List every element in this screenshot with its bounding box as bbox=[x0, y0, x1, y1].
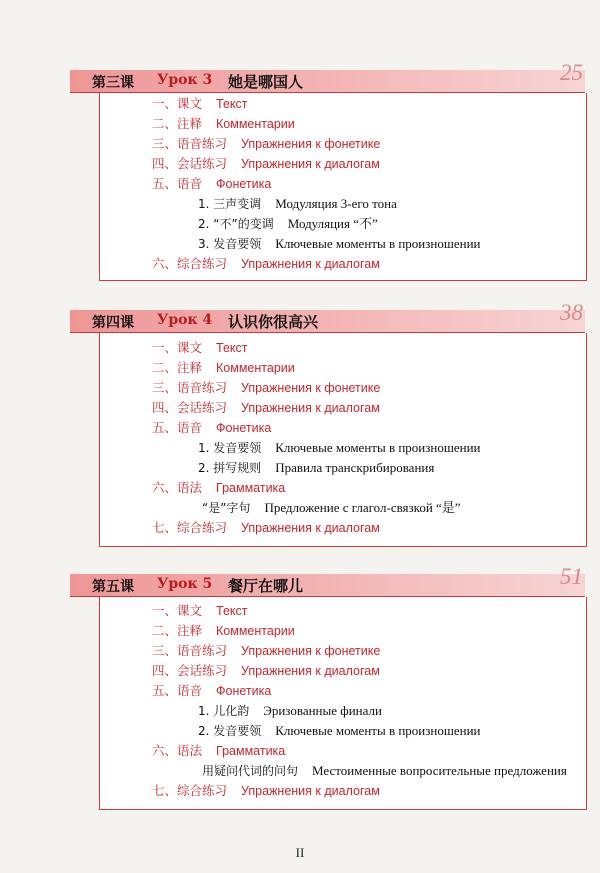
lesson-number-ru: Урок 3 bbox=[157, 72, 213, 88]
footer-page-number: II bbox=[295, 845, 305, 860]
toc-subitem[interactable]: 1. 发音要领 Ключевые моменты в произношении bbox=[198, 440, 481, 455]
page-number[interactable]: 38 bbox=[560, 300, 583, 325]
toc-subitem[interactable]: 2. 发音要领 Ключевые моменты в произношении bbox=[198, 723, 481, 738]
toc-subitem[interactable]: 2. 拼写规则 Правила транскрибирования bbox=[198, 460, 435, 475]
toc-item[interactable]: 四、会话练习 Упражнения к диалогам bbox=[152, 663, 380, 678]
toc-item[interactable]: 三、语音练习 Упражнения к фонетике bbox=[152, 136, 381, 151]
lesson-title: 她是哪国人 bbox=[228, 73, 304, 91]
toc-subitem[interactable]: 3. 发音要领 Ключевые моменты в произношении bbox=[198, 236, 481, 251]
toc-item[interactable]: 四、会话练习 Упражнения к диалогам bbox=[152, 400, 380, 415]
toc-subitem[interactable]: 2. “不”的变调 Модуляция “不” bbox=[198, 216, 378, 231]
lesson-title: 餐厅在哪儿 bbox=[228, 577, 304, 595]
toc-item[interactable]: 七、综合练习 Упражнения к диалогам bbox=[152, 783, 380, 798]
page-number[interactable]: 51 bbox=[560, 564, 583, 589]
toc-item[interactable]: 六、语法 Грамматика bbox=[152, 743, 286, 758]
lesson-number-cn: 第三课 bbox=[92, 75, 134, 91]
toc-item[interactable]: 二、注释 Комментарии bbox=[152, 116, 295, 131]
toc-item[interactable]: 二、注释 Комментарии bbox=[152, 623, 295, 638]
toc-item[interactable]: 四、会话练习 Упражнения к диалогам bbox=[152, 156, 380, 171]
toc-subitem[interactable]: 1. 儿化韵 Эризованные финали bbox=[198, 703, 382, 718]
toc-item[interactable]: 五、语音 Фонетика bbox=[152, 683, 272, 698]
lesson-title: 认识你很高兴 bbox=[228, 313, 319, 331]
lesson-header bbox=[70, 60, 585, 93]
toc-subitem[interactable]: “是”字句 Предложение с глагол-связкой “是” bbox=[202, 500, 461, 515]
lesson-number-ru: Урок 4 bbox=[157, 312, 213, 328]
toc-subitem[interactable]: 用疑问代词的问句 Местоименные вопросительные предложения bbox=[202, 763, 567, 778]
page-number[interactable]: 25 bbox=[560, 60, 583, 85]
lesson-3-section bbox=[70, 60, 585, 281]
lesson-number-cn: 第四课 bbox=[92, 315, 134, 331]
toc-item[interactable]: 五、语音 Фонетика bbox=[152, 420, 272, 435]
lesson-contents-box bbox=[99, 597, 587, 810]
toc-item[interactable]: 六、语法 Грамматика bbox=[152, 480, 286, 495]
toc-item[interactable]: 二、注释 Комментарии bbox=[152, 360, 295, 375]
lesson-number-ru: Урок 5 bbox=[157, 576, 213, 592]
toc-item[interactable]: 一、课文 Текст bbox=[152, 603, 248, 618]
lesson-4-section bbox=[70, 300, 585, 547]
toc-subitem[interactable]: 1. 三声变调 Модуляция 3-его тона bbox=[198, 196, 397, 211]
toc-item[interactable]: 五、语音 Фонетика bbox=[152, 176, 272, 191]
toc-item[interactable]: 六、综合练习 Упражнения к диалогам bbox=[152, 256, 380, 271]
lesson-header bbox=[70, 300, 585, 333]
lesson-header bbox=[70, 564, 585, 597]
toc-item[interactable]: 七、综合练习 Упражнения к диалогам bbox=[152, 520, 380, 535]
lesson-contents-box bbox=[99, 93, 587, 281]
lesson-5-section bbox=[70, 564, 585, 810]
toc-item[interactable]: 一、课文 Текст bbox=[152, 340, 248, 355]
toc-item[interactable]: 三、语音练习 Упражнения к фонетике bbox=[152, 380, 381, 395]
lesson-contents-box bbox=[99, 333, 587, 547]
lesson-number-cn: 第五课 bbox=[92, 579, 134, 595]
toc-item[interactable]: 一、课文 Текст bbox=[152, 96, 248, 111]
toc-item[interactable]: 三、语音练习 Упражнения к фонетике bbox=[152, 643, 381, 658]
